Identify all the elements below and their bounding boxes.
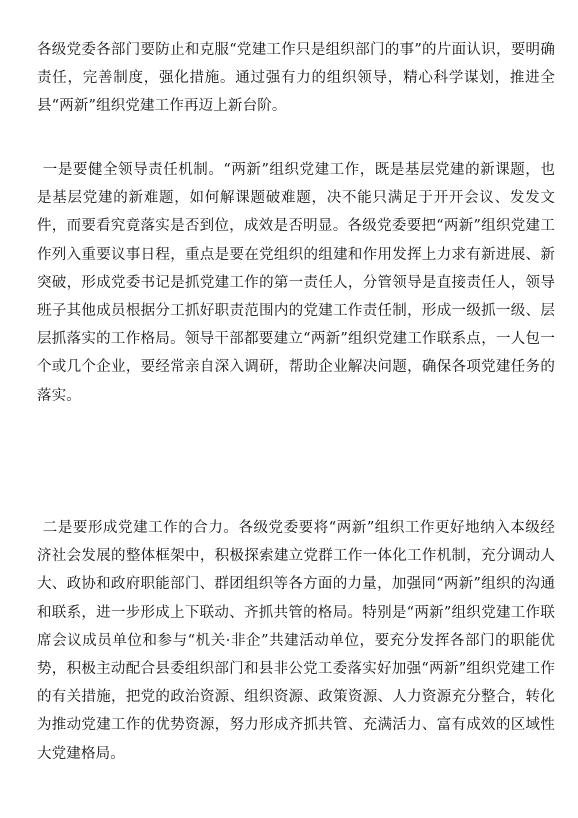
paragraph-leadership-responsibility: 一是要健全领导责任机制。“两新”组织党建工作，既是基层党建的新课题，也是基层党建的新难题，如何解课题破难题，决不能只满足于开开会议、发发文件，而要看究竟落实是否到位，成效是否明显。各级党委要把“两新”组织党建工作列入重要议事日程，重点是要在党组织的组建和作用发挥上力求有新进展、新突破，形成党委书记是抓党建工作的第一责任人，分管领导是直接责任人，领导班子其他成员根据分工抓好职责范围内的党建工作责任制，形成一级抓一级、层层抓落实的工作格局。领导干部都要建立“两新”组织党建工作联系点，一人包一个或几个企业，要经常亲自深入调研，帮助企业解决问题，确保各项党建任务的落实。 — [37, 162, 555, 404]
paragraph-intro: 各级党委各部门要防止和克服“党建工作只是组织部门的事”的片面认识，要明确责任，完善制度，强化措施。通过强有力的组织领导，精心科学谋划，推进全县“两新”组织党建工作再迈上新台阶。 — [37, 42, 555, 115]
paragraph-joint-effort: 二是要形成党建工作的合力。各级党委要将“两新”组织工作更好地纳入本级经济社会发展的整体框架中，积极探索建立党群工作一体化工作机制，充分调动人大、政协和政府职能部门、群团组织等各方面的力量，加强同“两新”组织的沟通和联系，进一步形成上下联动、齐抓共管的格局。特别是“两新”组织党建工作联席会议成员单位和参与“机关·非企”共建活动单位，要充分发挥各部门的职能优势，积极主动配合县委组织部门和县非公党工委落实好加强“两新”组织党建工作的有关措施，把党的政治资源、组织资源、政策资源、人力资源充分整合，转化为推动党建工作的优势资源，努力形成齐抓共管、充满活力、富有成效的区域性大党建格局。 — [37, 520, 555, 762]
